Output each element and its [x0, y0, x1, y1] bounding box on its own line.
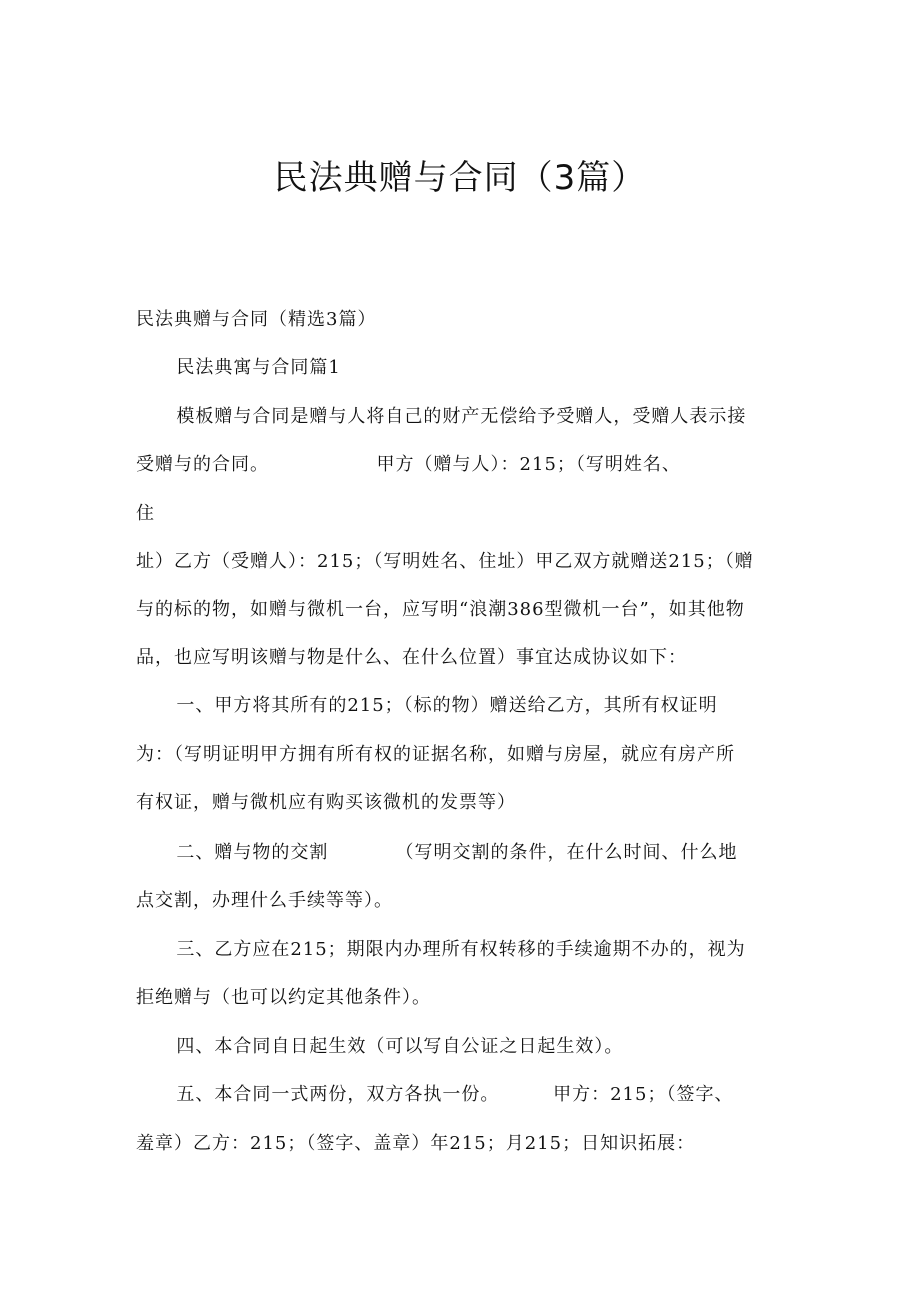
- text-line: 址）乙方（受赠人）：215；（写明姓名、住址）甲乙双方就赠送215；（赠: [136, 551, 754, 572]
- text-line: 有权证，赠与微机应有购买该微机的发票等）: [136, 792, 516, 813]
- text-line: 拒绝赠与（也可以约定其他条件）。: [136, 987, 431, 1008]
- text-line: 三、乙方应在215；期限内办理所有权转移的手续逾期不办的，视为: [136, 939, 746, 960]
- text-line: 二、赠与物的交割 （写明交割的条件，在什么时间、什么地: [136, 842, 738, 863]
- text-line: 为：（写明证明甲方拥有所有权的证据名称，如赠与房屋，就应有房产所: [136, 744, 735, 765]
- text-line: 五、本合同一式两份，双方各执一份。 甲方：215；（签字、: [136, 1084, 734, 1105]
- text-line: 四、本合同自日起生效（可以写自公证之日起生效）。: [136, 1036, 624, 1057]
- document-title: 民法典赠与合同（3篇）: [273, 158, 647, 198]
- text-line: 羞章）乙方：215；（签字、盖章）年215；月215；日知识拓展：: [136, 1133, 696, 1154]
- text-line: 一、甲方将其所有的215；（标的物）赠送给乙方，其所有权证明: [136, 695, 718, 716]
- text-line: 民法典寓与合同篇1: [136, 357, 341, 378]
- text-line: 模板赠与合同是赠与人将自己的财产无偿给予受赠人，受赠人表示接: [136, 406, 747, 427]
- text-line: 与的标的物，如赠与微机一台，应写明“浪潮386型微机一台”，如其他物: [136, 599, 745, 620]
- text-line: 民法典赠与合同（精选3篇）: [136, 309, 377, 330]
- text-line: 点交割，办理什么手续等等）。: [136, 890, 393, 911]
- text-line: 品，也应写明该赠与物是什么、在什么位置）事宜达成协议如下：: [136, 647, 687, 668]
- text-line: 住: [136, 503, 155, 524]
- text-line: 受赠与的合同。 甲方（赠与人）：215；（写明姓名、: [136, 454, 681, 475]
